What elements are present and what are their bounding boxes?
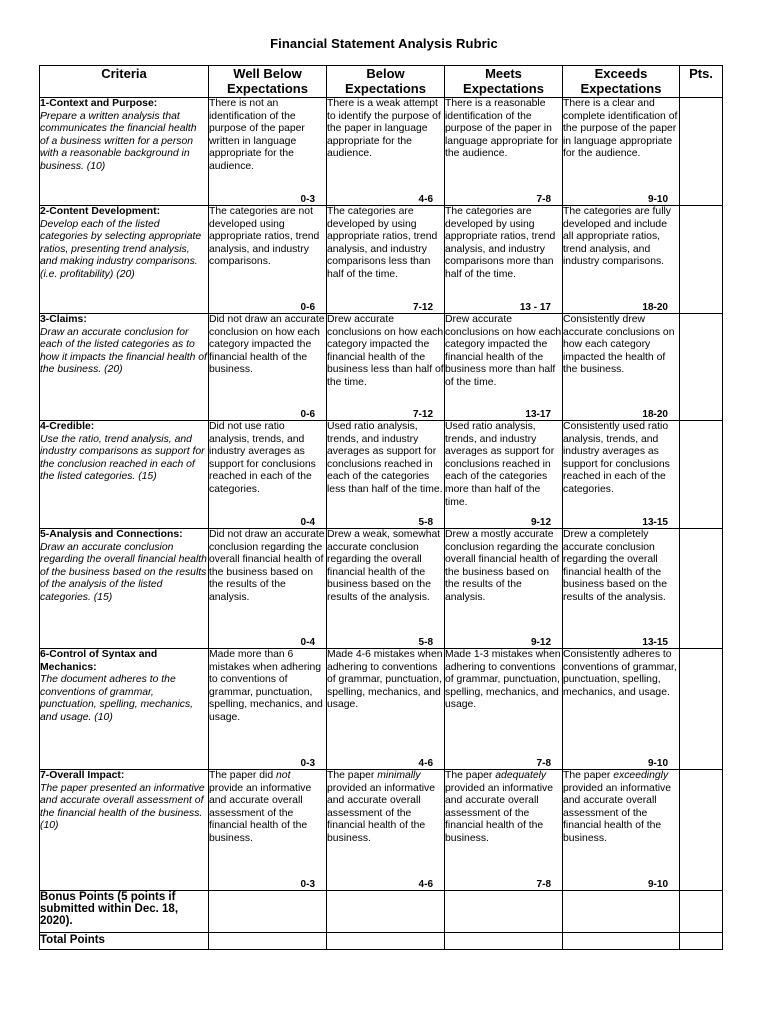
criterion-row <box>40 770 723 891</box>
document-title: Financial Statement Analysis Rubric <box>270 36 498 51</box>
score-range: 9-10 <box>647 194 668 205</box>
criterion-description: Prepare a written analysis that communicates the financial health of a business written for a person with a reasonable background in business. (10) <box>40 110 197 172</box>
criterion-row <box>40 98 723 206</box>
score-range: 0-3 <box>300 194 315 205</box>
header-below: Below Expectations <box>327 66 445 98</box>
score-range: 4-6 <box>418 758 433 769</box>
criterion-title: 6-Control of Syntax and Mechanics: <box>40 649 158 673</box>
score-range: 9-12 <box>530 637 551 648</box>
criterion-title: 2-Content Development: <box>40 206 161 217</box>
score-range: 0-4 <box>300 637 315 648</box>
bonus-points-cell[interactable] <box>680 891 723 933</box>
score-range: 13-17 <box>525 409 551 420</box>
header-meets: Meets Expectations <box>445 66 563 98</box>
header-exceeds: Exceeds Expectations <box>563 66 680 98</box>
score-range: 9-10 <box>647 879 668 890</box>
score-range: 13-15 <box>642 517 668 528</box>
bonus-cell <box>563 891 680 933</box>
bonus-cell <box>209 891 327 933</box>
criterion-cell <box>40 98 209 206</box>
criterion-title: 1-Context and Purpose: <box>40 98 158 109</box>
score-range: 13 - 17 <box>519 302 551 313</box>
rating-cell-well-below: There is not an identification of the purpose of the paper written in language appropriate for the audience. 0-3 <box>209 98 327 206</box>
total-points-cell[interactable] <box>680 933 723 950</box>
criterion-cell <box>40 770 209 891</box>
score-range: 7-8 <box>536 758 551 769</box>
points-cell[interactable] <box>680 98 723 206</box>
points-cell[interactable] <box>680 529 723 649</box>
criterion-description: The document adheres to the conventions of grammar, punctuation, spelling, mechanics, and usage. (10) <box>40 674 194 723</box>
score-range: 5-8 <box>418 517 433 528</box>
rating-cell-exceeds: Drew a completely accurate conclusion regarding the overall financial health of the business based on the results of the analysis. 13-15 <box>563 529 680 649</box>
score-range: 0-3 <box>300 758 315 769</box>
rating-cell-below: The categories are developed by using appropriate ratios, trend analysis, and industry comparisons less than half of the time. 7-12 <box>327 206 445 314</box>
rating-cell-below: The paper minimally provided an informative and accurate overall assessment of the financial health of the business. 4-6 <box>327 770 445 891</box>
rating-cell-meets: Used ratio analysis, trends, and industry averages as support for conclusions reached in each of the categories more than half of the time. 9-12 <box>445 421 563 529</box>
criterion-cell <box>40 421 209 529</box>
criterion-description: Draw an accurate conclusion for each of the listed categories as to how it impacts the financial health of the business. (20) <box>40 326 207 376</box>
criterion-row <box>40 314 723 421</box>
rating-cell-below: There is a weak attempt to identify the purpose of the paper in language appropriate for the audience. 4-6 <box>327 98 445 206</box>
rating-cell-meets: Made 1-3 mistakes when adhering to conventions of grammar, punctuation, spelling, mechanics, and usage. 7-8 <box>445 649 561 769</box>
rating-cell-meets: Drew a mostly accurate conclusion regarding the overall financial health of the business based on the results of the analysis. 9-12 <box>445 529 563 649</box>
score-range: 0-6 <box>300 409 315 420</box>
total-label: Total Points <box>40 933 209 950</box>
rating-cell-well-below: Did not use ratio analysis, trends, and industry averages as support for conclusions reached in each of the categories. 0-4 <box>209 421 327 529</box>
score-range: 13-15 <box>642 637 668 648</box>
criterion-row <box>40 649 723 770</box>
total-row <box>40 933 723 950</box>
criterion-description: Draw an accurate conclusion regarding the overall financial health of the business based on the results of the analysis of the listed categories. (15) <box>40 541 207 603</box>
criterion-cell <box>40 529 209 649</box>
total-cell <box>209 933 327 950</box>
rating-cell-meets: The paper adequately provided an informative and accurate overall assessment of the financial health of the business. 7-8 <box>445 770 563 891</box>
criterion-cell <box>40 649 209 770</box>
criterion-row <box>40 529 723 649</box>
rating-cell-exceeds: Consistently drew accurate conclusions on how each category impacted the health of the business. 18-20 <box>563 314 680 421</box>
score-range: 5-8 <box>418 637 433 648</box>
rating-cell-exceeds: There is a clear and complete identification of the purpose of the paper in language appropriate for the audience. 9-10 <box>563 98 680 206</box>
header-criteria: Criteria <box>40 66 209 98</box>
score-range: 0-3 <box>300 879 315 890</box>
score-range: 9-12 <box>530 517 551 528</box>
rating-cell-meets: Drew accurate conclusions on how each category impacted the financial health of the business more than half of the time. 13-17 <box>445 314 562 420</box>
rating-cell-well-below: Did not draw an accurate conclusion regarding the overall financial health of the business based on the results of the analysis. 0-4 <box>209 529 325 648</box>
points-cell[interactable] <box>680 314 723 421</box>
score-range: 9-10 <box>647 758 668 769</box>
score-range: 7-12 <box>412 302 433 313</box>
score-range: 0-6 <box>300 302 315 313</box>
rating-cell-below: Used ratio analysis, trends, and industry averages as support for conclusions reached in each of the categories less than half of the time. 5-8 <box>327 421 443 528</box>
rubric-table <box>39 65 723 950</box>
score-range: 7-8 <box>536 194 551 205</box>
rating-cell-well-below: The paper did not provide an informative and accurate overall assessment of the financial health of the business. 0-3 <box>209 770 327 891</box>
bonus-cell <box>445 891 563 933</box>
total-cell <box>445 933 563 950</box>
criterion-row <box>40 206 723 314</box>
score-range: 4-6 <box>418 194 433 205</box>
header-row <box>40 66 723 98</box>
header-pts: Pts. <box>680 66 723 98</box>
rating-cell-below: Drew accurate conclusions on how each category impacted the financial health of the business less than half of the time. 7-12 <box>327 314 444 420</box>
rating-cell-meets: There is a reasonable identification of the purpose of the paper in language appropriate for the audience. 7-8 <box>445 98 563 206</box>
points-cell[interactable] <box>680 649 723 770</box>
rating-cell-well-below: Did not draw an accurate conclusion on how each category impacted the financial health of the business. 0-6 <box>209 314 325 420</box>
criterion-title: 7-Overall Impact: <box>40 770 125 781</box>
score-range: 18-20 <box>642 409 668 420</box>
header-well-below: Well Below Expectations <box>209 66 327 98</box>
criterion-description: Use the ratio, trend analysis, and industry comparisons as support for the conclusion reached in each of the listed categories. (15) <box>40 433 205 483</box>
rating-cell-exceeds: The categories are fully developed and include all appropriate ratios, trend analysis, and industry comparisons. 18-20 <box>563 206 680 314</box>
rating-cell-below: Drew a weak, somewhat accurate conclusion regarding the overall financial health of the business based on the results of the analysis. 5-8 <box>327 529 445 649</box>
score-range: 7-8 <box>536 879 551 890</box>
rating-cell-meets: The categories are developed by using appropriate ratios, trend analysis, and industry comparisons more than half of the time. 13 - 17 <box>445 206 563 314</box>
bonus-label: Bonus Points (5 points if submitted within Dec. 18, 2020). <box>40 891 209 933</box>
criterion-title: 5-Analysis and Connections: <box>40 529 183 540</box>
criterion-cell <box>40 314 209 421</box>
points-cell[interactable] <box>680 206 723 314</box>
score-range: 4-6 <box>418 879 433 890</box>
score-range: 0-4 <box>300 517 315 528</box>
rating-cell-well-below: Made more than 6 mistakes when adhering to conventions of grammar, punctuation, spelling, mechanics, and usage. 0-3 <box>209 649 327 770</box>
criterion-title: 4-Credible: <box>40 421 95 432</box>
total-cell <box>327 933 445 950</box>
rating-cell-exceeds: Consistently adheres to conventions of grammar, punctuation, spelling, mechanics, and usage. 9-10 <box>563 649 680 770</box>
score-range: 18-20 <box>642 302 668 313</box>
bonus-row <box>40 891 723 933</box>
points-cell[interactable] <box>680 421 723 529</box>
bonus-cell <box>327 891 445 933</box>
criterion-description: The paper presented an informative and accurate overall assessment of the financial health of the business. (10) <box>40 782 205 832</box>
rating-cell-exceeds: The paper exceedingly provided an informative and accurate overall assessment of the financial health of the business. 9-10 <box>563 770 680 891</box>
rating-cell-below: Made 4-6 mistakes when adhering to conventions of grammar, punctuation, spelling, mechanics, and usage. 4-6 <box>327 649 443 769</box>
criterion-description: Develop each of the listed categories by selecting appropriate ratios, presenting trend analysis, and making industry comparisons. (i.e. profitability) (20) <box>40 218 202 280</box>
score-range: 7-12 <box>412 409 433 420</box>
points-cell[interactable] <box>680 770 723 891</box>
rating-cell-well-below: The categories are not developed using appropriate ratios, trend analysis, and industry comparisons. 0-6 <box>209 206 327 314</box>
total-cell <box>563 933 680 950</box>
criterion-cell <box>40 206 209 314</box>
criterion-row <box>40 421 723 529</box>
criterion-title: 3-Claims: <box>40 314 87 325</box>
rating-cell-exceeds: Consistently used ratio analysis, trends, and industry averages as support for conclusions reached in each of the categories. 13-15 <box>563 421 680 529</box>
